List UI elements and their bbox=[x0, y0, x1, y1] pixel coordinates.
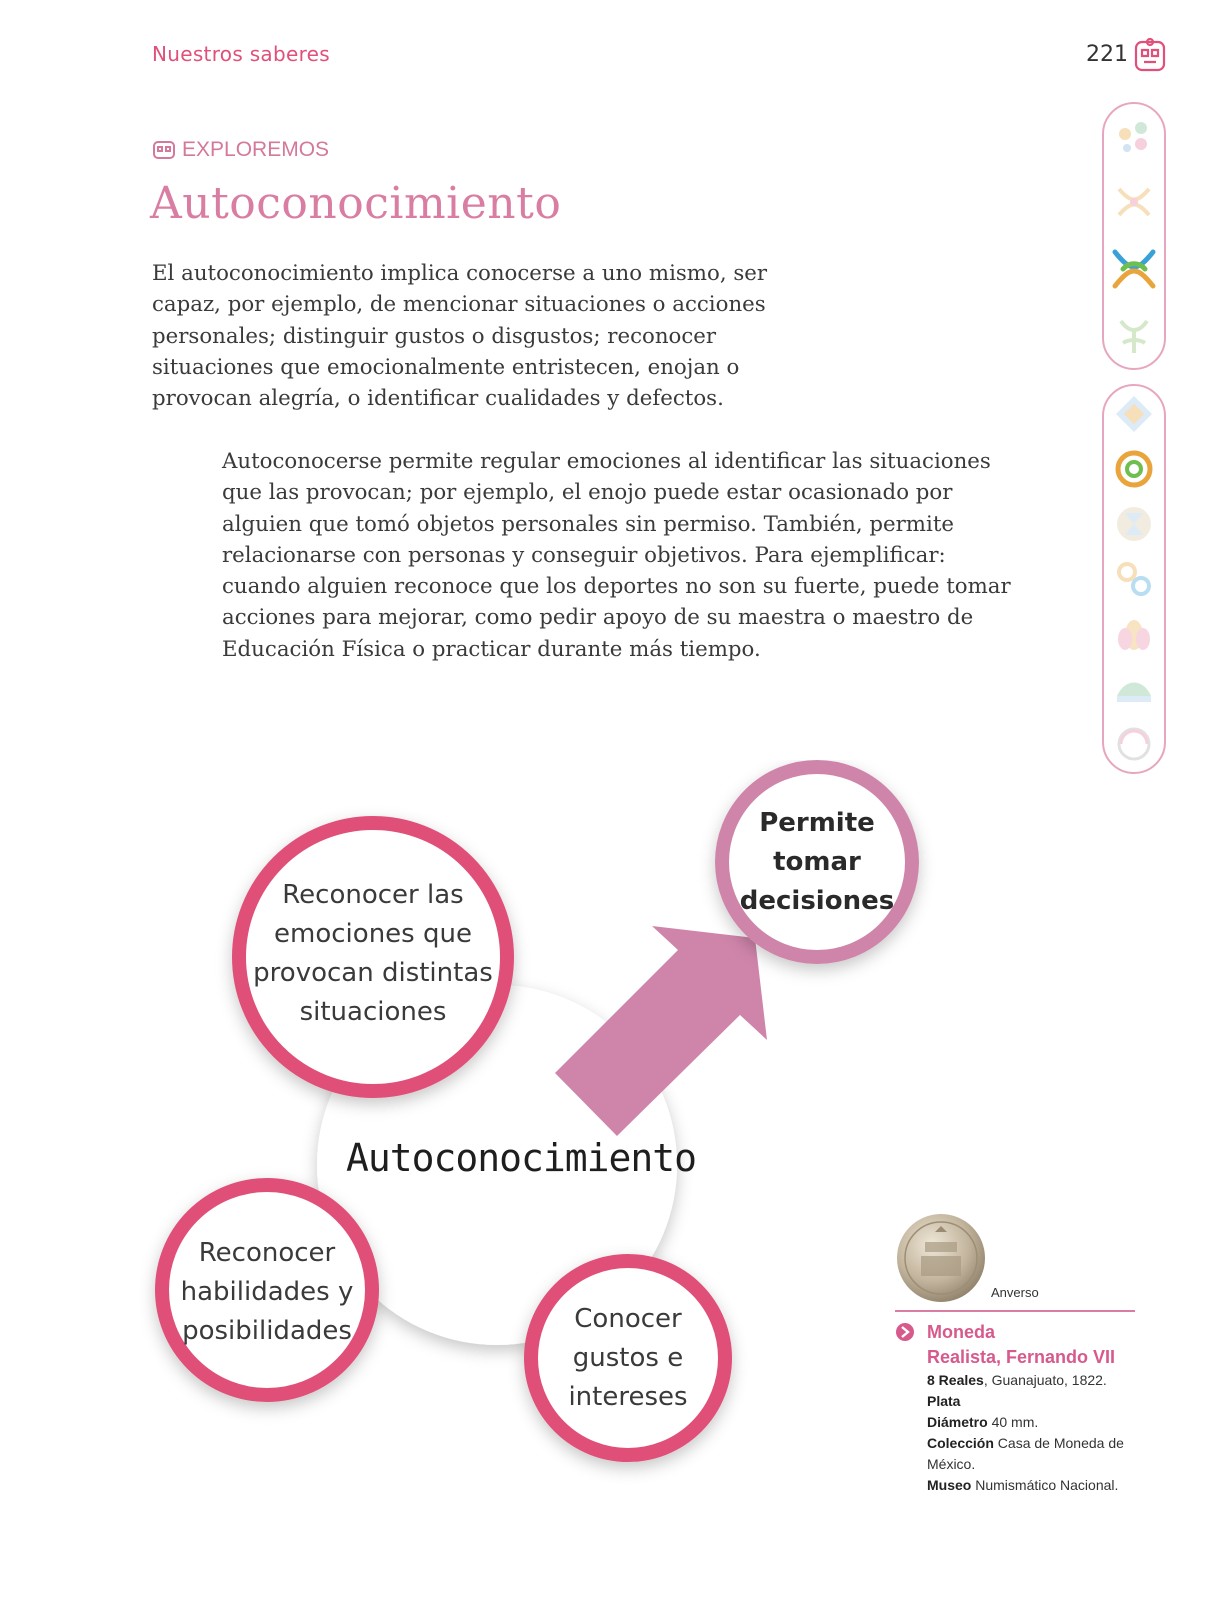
bubble-line: emociones que bbox=[274, 919, 472, 949]
page-title: Autoconocimiento bbox=[150, 178, 562, 229]
bubble-skills-text bbox=[177, 1234, 357, 1351]
coin-label: Diámetro bbox=[927, 1414, 988, 1430]
chevron-right-icon bbox=[895, 1322, 915, 1342]
section-label bbox=[152, 138, 329, 162]
bubble-line: situaciones bbox=[299, 997, 447, 1027]
decorative-glyph-icon bbox=[1132, 38, 1168, 74]
coin-collection bbox=[927, 1433, 1135, 1475]
coin-museum bbox=[927, 1475, 1135, 1496]
coin-card bbox=[895, 1212, 1135, 1496]
coin-title-2: Realista, Fernando VII bbox=[927, 1347, 1116, 1367]
bubble-line: gustos e bbox=[572, 1343, 684, 1373]
coin-diameter bbox=[927, 1412, 1135, 1433]
bubble-decisions-text bbox=[737, 804, 897, 921]
coin-info bbox=[895, 1320, 1135, 1496]
bubble-line: provocan distintas bbox=[253, 958, 493, 988]
target-icon bbox=[1113, 448, 1155, 490]
lotus-icon bbox=[1113, 613, 1155, 655]
humano-icon bbox=[1111, 313, 1157, 359]
bubble-line: tomar bbox=[773, 847, 861, 877]
bubble-line: intereses bbox=[568, 1382, 688, 1412]
coin-label: Museo bbox=[927, 1477, 972, 1493]
bubble-emotions-text bbox=[253, 876, 493, 1032]
lenguajes-icon bbox=[1111, 114, 1157, 160]
coin-material bbox=[927, 1391, 1135, 1412]
center-label: Autoconocimiento bbox=[346, 1136, 697, 1180]
section-label-text: EXPLOREMOS bbox=[182, 138, 330, 161]
side-rail-ejes bbox=[1102, 384, 1166, 774]
link-icon bbox=[1113, 558, 1155, 600]
page-number: 221 bbox=[1086, 42, 1128, 67]
coin-value: , Guanajuato, 1822. bbox=[983, 1372, 1107, 1388]
saberes-icon bbox=[1111, 179, 1157, 225]
bubble-line: Permite bbox=[759, 808, 875, 838]
hourglass-icon bbox=[1113, 503, 1155, 545]
coin-label: 8 Reales bbox=[927, 1372, 984, 1388]
decorative-glyph-icon bbox=[152, 139, 176, 161]
coin-value: 40 mm. bbox=[987, 1414, 1039, 1430]
body-paragraph-2: Autoconocerse permite regular emociones al identificar las situaciones que las provocan; por ejemplo, el enojo puede estar ocasionado por alguien que tomó objetos personales sin permiso. También, permite relacionarse con personas y conseguir objetivos. Para ejemplificar: cuando alguien reconoce que los deportes no son su fuerte, puede tomar acciones para mejorar, como pedir apoyo de su maestra o maestro de Educación Física o practicar durante más tiempo. bbox=[222, 449, 1011, 662]
coin-denomination bbox=[927, 1370, 1135, 1391]
bubble-line: Reconocer las bbox=[282, 880, 464, 910]
bubble-line: habilidades y bbox=[180, 1277, 354, 1307]
bubble-line: Reconocer bbox=[198, 1238, 336, 1268]
landscape-icon bbox=[1113, 668, 1155, 710]
etica-icon bbox=[1109, 244, 1159, 294]
coin-image-row bbox=[895, 1212, 1135, 1312]
coin-label: Plata bbox=[927, 1393, 961, 1409]
coin-title-1: Moneda bbox=[927, 1322, 996, 1342]
side-rail-campos bbox=[1102, 102, 1166, 370]
coin-caption: Anverso bbox=[991, 1285, 1039, 1300]
body-paragraph-1: El autoconocimiento implica conocerse a uno mismo, ser capaz, por ejemplo, de mencionar situaciones o acciones personales; distinguir gustos o disgustos; reconocer situaciones que emocionalmente entristecen, enojan o provocan alegría, o identificar cualidades y defectos. bbox=[152, 261, 768, 412]
diamond-icon bbox=[1113, 393, 1155, 435]
bubble-line: posibilidades bbox=[182, 1316, 352, 1346]
bubble-line: Conocer bbox=[574, 1304, 682, 1334]
coin-label: Colección bbox=[927, 1435, 994, 1451]
bubble-line: decisiones bbox=[739, 886, 895, 916]
coin-image bbox=[895, 1212, 987, 1304]
bubble-interests-text bbox=[558, 1300, 698, 1417]
coin-value: Casa de Moneda de México. bbox=[927, 1435, 1124, 1472]
coin-value: Numismático Nacional. bbox=[971, 1477, 1119, 1493]
header-section-name: Nuestros saberes bbox=[152, 42, 330, 66]
